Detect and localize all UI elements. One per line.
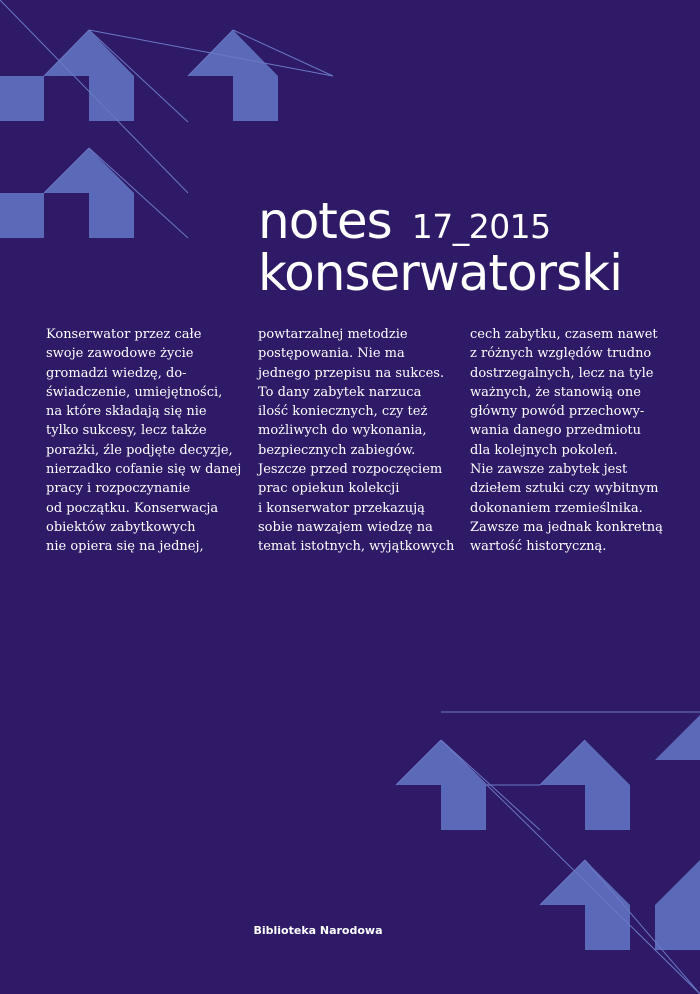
title-word-notes: notes [258, 192, 392, 250]
title-word-konserwatorski: konserwatorski [258, 244, 623, 302]
intro-text-column-1: Konserwator przez całe swoje zawodowe życie gromadzi wiedzę, do- świadczenie, umiejętności, na które składają się nie tylko sukcesy, lecz także porażki, źle podjęte decyzje, nierzadko cofanie się w danej pracy i rozpoczynanie od początku. Konserwacja obiektów zabytkowych nie opiera się na jednej, [46, 327, 242, 555]
intro-text-column-2: powtarzalnej metodzie postępowania. Nie ma jednego przepisu na sukces. To dany zabytek narzuca ilość koniecznych, czy też możliwych do wykonania, bezpiecznych zabiegów. Jeszcze przed rozpoczęciem prac opiekun kolekcji i konserwator przekazują sobie nawzajem wiedzę na temat istotnych, wyjątkowych [258, 327, 455, 555]
issue-number: 17_2015 [411, 207, 551, 246]
intro-text-column-3: cech zabytku, czasem nawet z różnych względów trudno dostrzegalnych, lecz na tyle ważnych, że stanowią one główny powód przechowy- wania danego przedmiotu dla kolejnych pokoleń. Nie zawsze zabytek jest dziełem sztuki czy wybitnym dokonaniem rzemieślnika. Zawsze ma jednak konkretną wartość historyczną. [470, 327, 663, 555]
publisher-name: Biblioteka Narodowa [253, 924, 383, 937]
magazine-title [258, 192, 623, 302]
